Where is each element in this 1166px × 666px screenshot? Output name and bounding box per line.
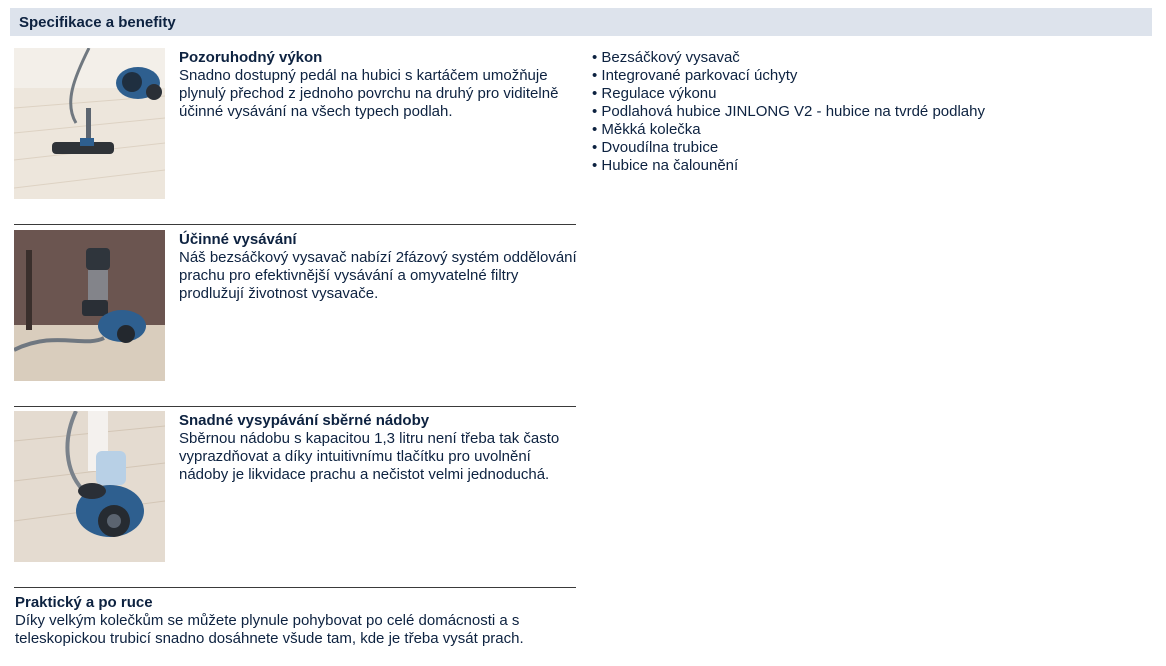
feature-title: Snadné vysypávání sběrné nádoby (179, 412, 430, 429)
product-photo-emptying (14, 411, 165, 562)
feature-description: Sběrnou nádobu s kapacitou 1,3 litru není třeba tak často vyprazdňovat a díky intuitivnímu tlačítku pro uvolnění nádoby je likvidace prachu a nečistot velmi jednoduchá. (179, 430, 560, 483)
feature-item (15, 594, 575, 648)
spec-item: • Regulace výkonu (592, 85, 985, 103)
feature-item (14, 411, 576, 562)
spec-item: • Podlahová hubice JINLONG V2 - hubice na tvrdé podlahy (592, 103, 985, 121)
section-header (10, 8, 1152, 36)
spec-item: • Bezsáčkový vysavač (592, 49, 985, 67)
spec-item: • Měkká kolečka (592, 121, 985, 139)
feature-title: Pozoruhodný výkon (179, 49, 323, 66)
specs-list (592, 49, 985, 175)
feature-item (14, 230, 576, 381)
feature-description: Náš bezsáčkový vysavač nabízí 2fázový systém oddělování prachu pro efektivnější vysávání a omyvatelné filtry prodlužují životnost vysavače. (179, 249, 577, 302)
spec-item: • Integrované parkovací úchyty (592, 67, 985, 85)
spec-item: • Dvoudílna trubice (592, 139, 985, 157)
spec-item: • Hubice na čalounění (592, 157, 985, 175)
feature-description: Díky velkým kolečkům se můžete plynule pohybovat po celé domácnosti a s teleskopickou trubicí snadno dosáhnete všude tam, kde je třeba vysát prach. (15, 612, 524, 647)
divider (14, 587, 576, 588)
product-photo-dust-container (14, 230, 165, 381)
feature-item (14, 48, 576, 199)
feature-title: Účinné vysávání (179, 231, 297, 248)
divider (14, 406, 576, 407)
product-photo-floor-nozzle (14, 48, 165, 199)
feature-title: Praktický a po ruce (15, 594, 153, 611)
divider (14, 224, 576, 225)
section-title: Specifikace a benefity (19, 14, 176, 31)
feature-description: Snadno dostupný pedál na hubici s kartáčem umožňuje plynulý přechod z jednoho povrchu na druhý pro viditelně účinné vysávání na všech typech podlah. (179, 67, 559, 120)
